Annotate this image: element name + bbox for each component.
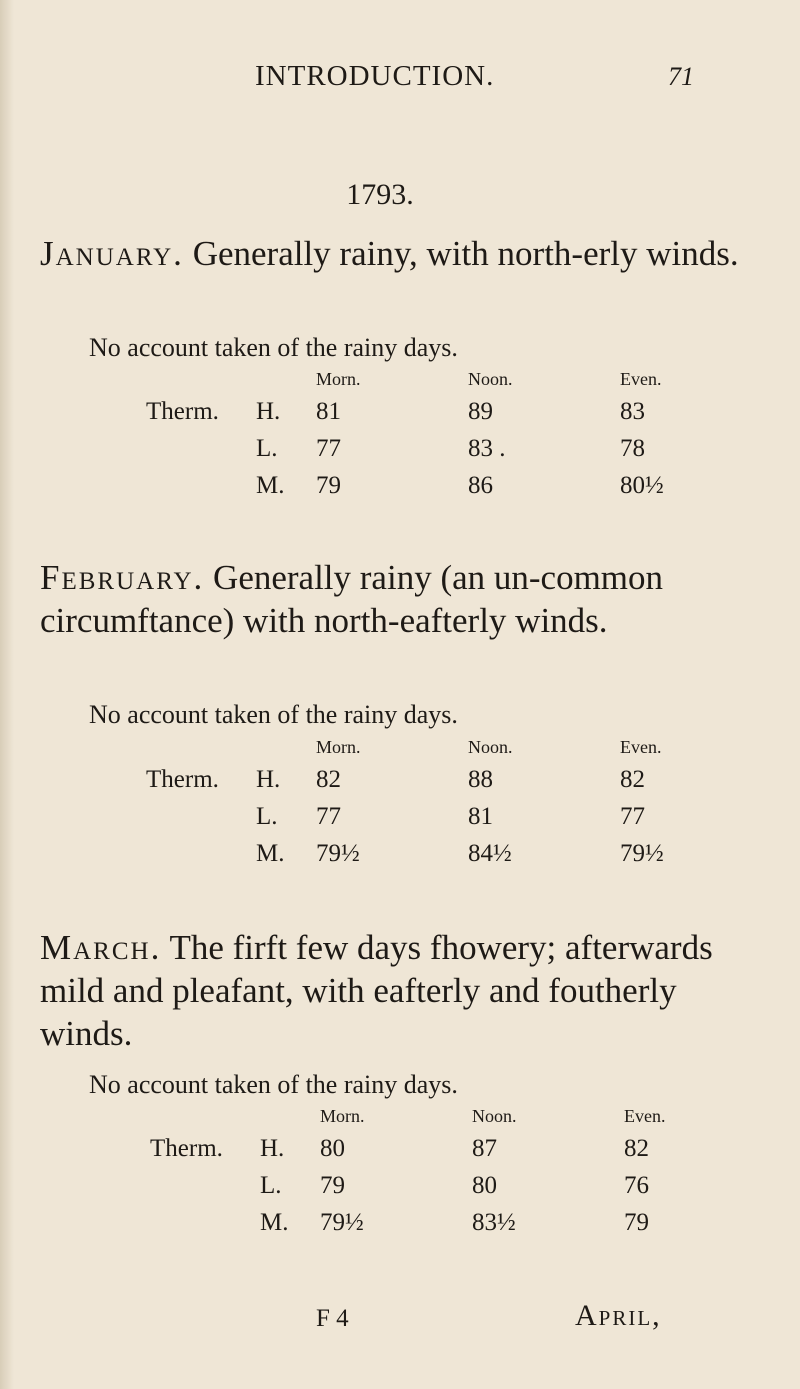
morn-value: 81 <box>316 397 341 425</box>
noon-value: 89 <box>468 397 493 425</box>
noon-value: 83½ <box>472 1208 516 1236</box>
table-row <box>146 761 720 798</box>
column-noon: Noon. <box>468 736 513 757</box>
even-value: 76 <box>624 1171 649 1199</box>
page-number: 71 <box>668 62 694 91</box>
thermometer-table-january <box>146 365 720 504</box>
row-key: H. <box>256 765 281 793</box>
row-key: L. <box>260 1171 282 1199</box>
row-key: H. <box>260 1134 285 1162</box>
even-value: 79 <box>624 1208 649 1236</box>
january-paragraph <box>40 232 770 275</box>
weather-description: The firft few days fhowery; afterwards mild and pleafant, with eafterly and foutherly winds. <box>40 928 713 1053</box>
rainy-days-note: No account taken of the rainy days. <box>89 700 458 729</box>
noon-value: 84½ <box>468 839 512 867</box>
morn-value: 82 <box>316 765 341 793</box>
thermometer-table-february <box>146 733 720 872</box>
row-key: L. <box>256 802 278 830</box>
noon-value: 88 <box>468 765 493 793</box>
noon-value: 80 <box>472 1171 497 1199</box>
noon-value: 86 <box>468 471 493 499</box>
morn-value: 77 <box>316 434 341 462</box>
even-value: 78 <box>620 434 645 462</box>
morn-value: 79½ <box>316 839 360 867</box>
therm-label: Therm. <box>150 1134 223 1162</box>
even-value: 80½ <box>620 471 664 499</box>
even-value: 82 <box>624 1134 649 1162</box>
signature-mark: F 4 <box>316 1305 349 1332</box>
column-morn: Morn. <box>316 368 361 389</box>
row-key: M. <box>256 471 285 499</box>
table-row <box>146 393 720 430</box>
weather-description: Generally rainy (an un-common circumftance) with north-eafterly winds. <box>40 558 664 640</box>
column-even: Even. <box>620 736 662 757</box>
column-even: Even. <box>624 1105 666 1126</box>
therm-label: Therm. <box>146 765 219 793</box>
noon-value: 81 <box>468 802 493 830</box>
table-header-row <box>146 733 720 761</box>
table-header-row <box>150 1102 724 1130</box>
column-morn: Morn. <box>316 736 361 757</box>
column-morn: Morn. <box>320 1105 365 1126</box>
noon-value: 83 . <box>468 434 506 462</box>
month-name: March. <box>40 928 162 967</box>
year-heading: 1793. <box>346 178 414 211</box>
morn-value: 79 <box>316 471 341 499</box>
table-row <box>146 798 720 835</box>
weather-description: Generally rainy, with north-erly winds. <box>192 234 739 273</box>
running-head: INTRODUCTION. <box>255 60 495 92</box>
morn-value: 79 <box>320 1171 345 1199</box>
table-row <box>146 467 720 504</box>
rainy-days-note: No account taken of the rainy days. <box>89 333 458 362</box>
row-key: M. <box>256 839 285 867</box>
table-row <box>150 1204 724 1241</box>
column-noon: Noon. <box>472 1105 517 1126</box>
rainy-days-note: No account taken of the rainy days. <box>89 1070 458 1099</box>
thermometer-table-march <box>150 1102 724 1241</box>
table-row <box>146 430 720 467</box>
february-paragraph <box>40 556 770 642</box>
morn-value: 77 <box>316 802 341 830</box>
table-row <box>150 1167 724 1204</box>
morn-value: 80 <box>320 1134 345 1162</box>
even-value: 82 <box>620 765 645 793</box>
therm-label: Therm. <box>146 397 219 425</box>
even-value: 83 <box>620 397 645 425</box>
month-name: February. <box>40 558 205 597</box>
column-noon: Noon. <box>468 368 513 389</box>
even-value: 77 <box>620 802 645 830</box>
column-even: Even. <box>620 368 662 389</box>
table-header-row <box>146 365 720 393</box>
morn-value: 79½ <box>320 1208 364 1236</box>
table-row <box>146 835 720 872</box>
table-row <box>150 1130 724 1167</box>
even-value: 79½ <box>620 839 664 867</box>
catchword: April, <box>575 1299 662 1332</box>
row-key: M. <box>260 1208 289 1236</box>
noon-value: 87 <box>472 1134 497 1162</box>
row-key: L. <box>256 434 278 462</box>
row-key: H. <box>256 397 281 425</box>
month-name: January. <box>40 234 184 273</box>
march-paragraph <box>40 926 770 1055</box>
